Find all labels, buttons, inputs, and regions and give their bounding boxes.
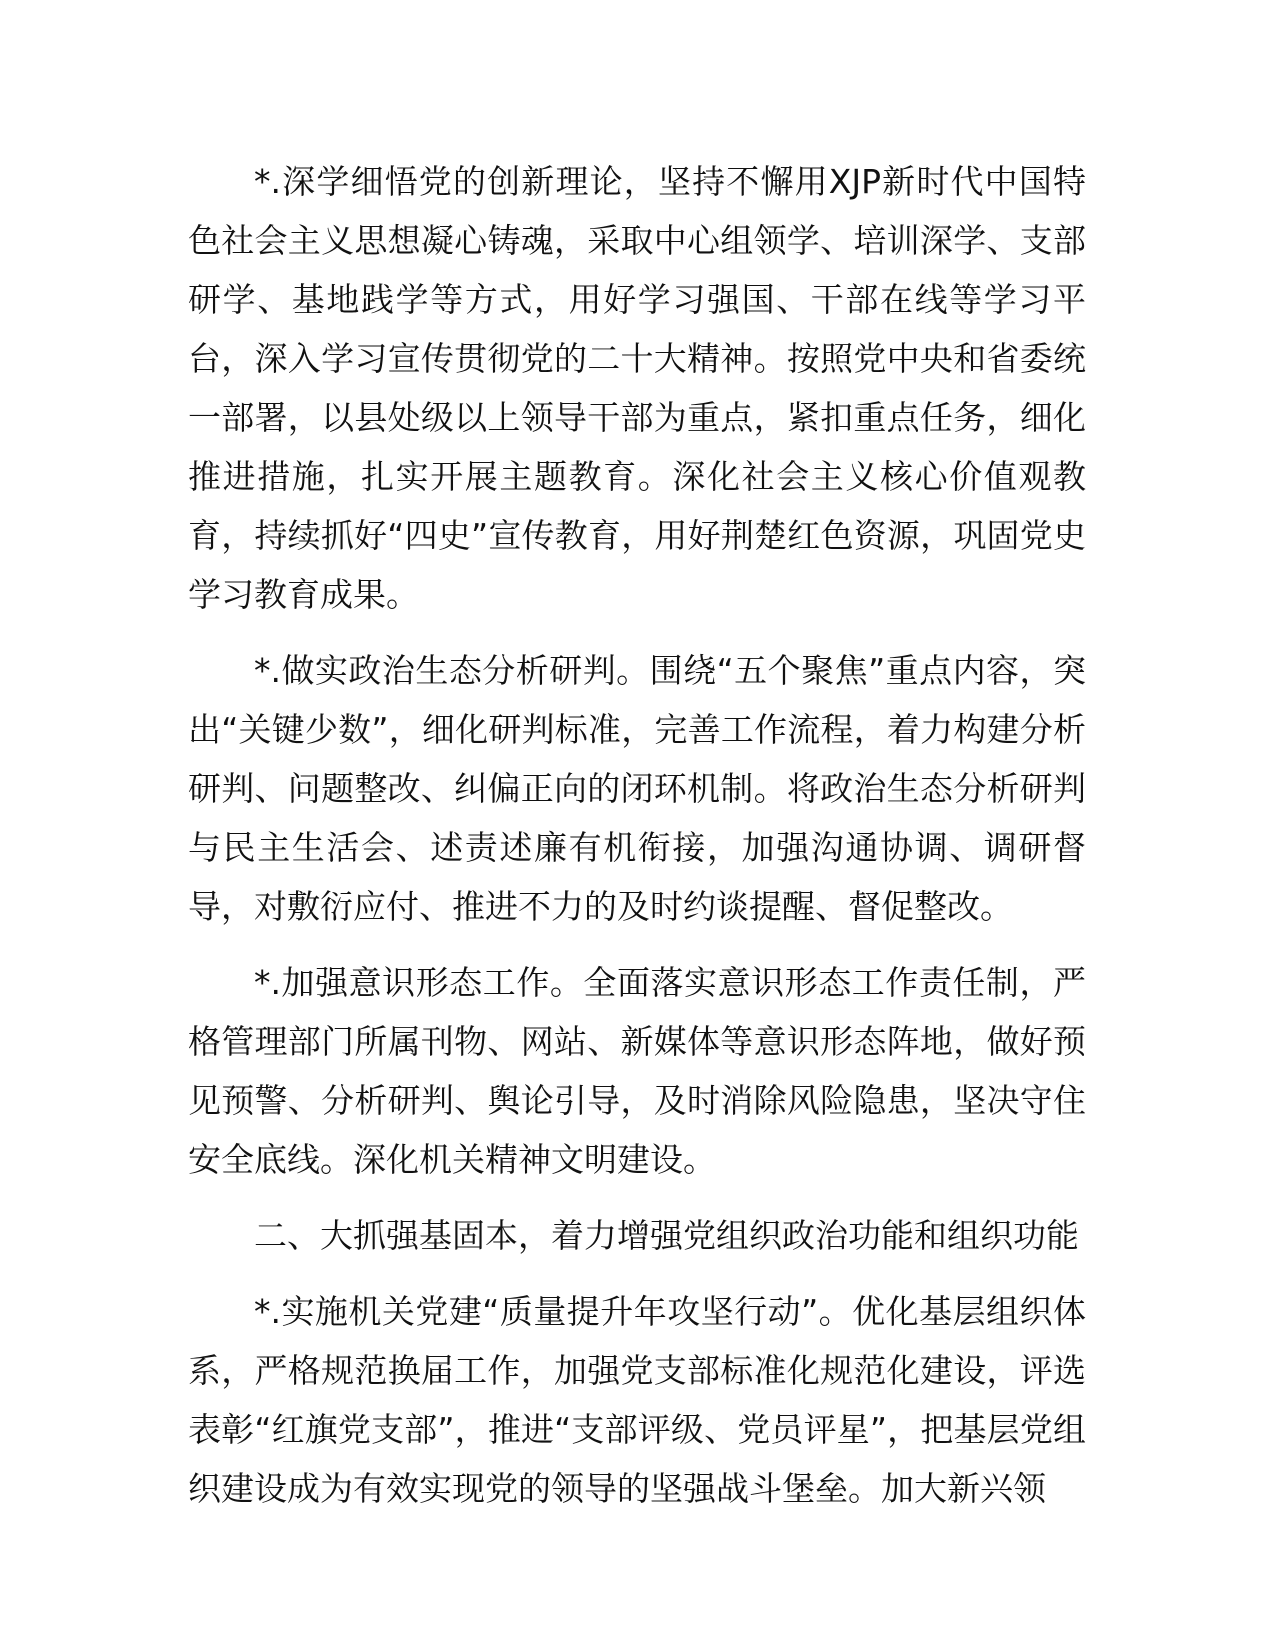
paragraph-party-building: *.实施机关党建“质量提升年攻坚行动”。优化基层组织体系，严格规范换届工作，加强党支部标准化规范化建设，评选表彰“红旗党支部”，推进“支部评级、党员评星”，把基层党组织建设成为有效实现党的领导的坚强战斗堡垒。加大新兴领 [188,1292,1086,1508]
paragraph-theory-study: *.深学细悟党的创新理论，坚持不懈用XJP新时代中国特色社会主义思想凝心铸魂，采取中心组领学、培训深学、支部研学、基地践学等方式，用好学习强国、干部在线等学习平台，深入学习宣传贯彻党的二十大精神。按照党中央和省委统一部署，以县处级以上领导干部为重点，紧扣重点任务，细化推进措施，扎实开展主题教育。深化社会主义核心价值观教育，持续抓好“四史”宣传教育，用好荆楚红色资源，巩固党史学习教育成果。 [188,162,1086,614]
section-heading-two: 二、大抓强基固本，着力增强党组织政治功能和组织功能 [254,1216,1079,1255]
paragraph-ideology-work: *.加强意识形态工作。全面落实意识形态工作责任制，严格管理部门所属刊物、网站、新媒体等意识形态阵地，做好预见预警、分析研判、舆论引导，及时消除风险隐患，坚决守住安全底线。深化机关精神文明建设。 [188,963,1086,1179]
paragraph-political-ecology: *.做实政治生态分析研判。围绕“五个聚焦”重点内容，突出“关键少数”，细化研判标准，完善工作流程，着力构建分析研判、问题整改、纠偏正向的闭环机制。将政治生态分析研判与民主生活会、述责述廉有机衔接，加强沟通协调、调研督导，对敷衍应付、推进不力的及时约谈提醒、督促整改。 [188,651,1086,926]
document-body [188,152,1086,1518]
